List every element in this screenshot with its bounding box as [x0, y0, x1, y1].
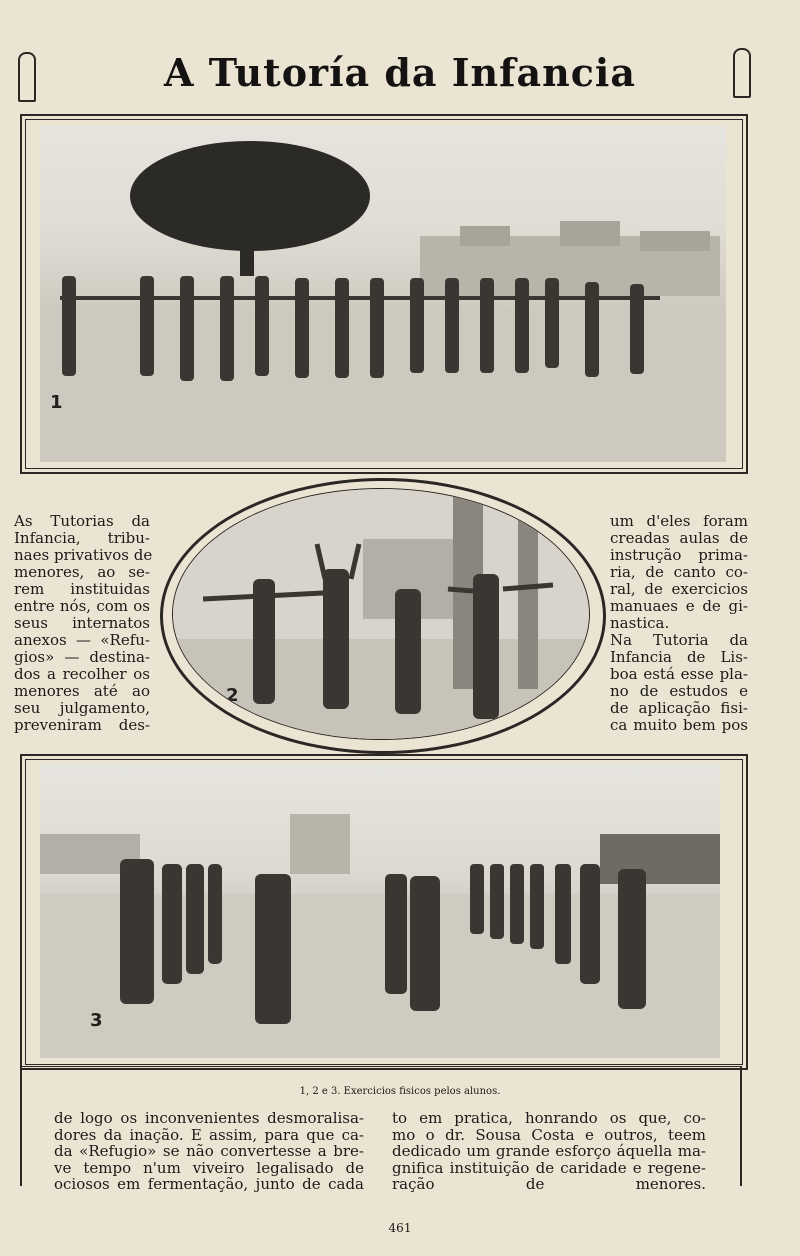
- caption-rule: [22, 1066, 742, 1067]
- text-line: no de estudos e: [610, 682, 748, 700]
- text-line: creadas aulas de: [610, 529, 748, 547]
- text-line: menores, ao se-: [14, 563, 150, 581]
- text-line: ve tempo n'um viveiro legalisado de: [54, 1158, 364, 1177]
- ornament-right-icon: [733, 48, 751, 98]
- text-line: to em pratica, honrando os que, co-: [392, 1109, 706, 1127]
- text-line: menores até ao: [14, 682, 150, 700]
- text-line: Infancia, tribu-: [14, 529, 150, 547]
- text-line: ração de menores.: [392, 1175, 706, 1193]
- text-line: As Tutorias da: [14, 512, 150, 530]
- text-line: instrução prima-: [610, 546, 748, 564]
- text-line: gios» — destina-: [14, 648, 150, 666]
- text-line: entre nós, com os: [14, 597, 150, 615]
- text-line: um d'eles foram: [610, 512, 748, 530]
- text-line: ral, de exercicios: [610, 580, 748, 598]
- left-rule: [20, 1066, 22, 1186]
- photo-2: [172, 488, 590, 740]
- text-line: seus internatos: [14, 614, 150, 632]
- page-title: A Tutoría da Infancia: [164, 50, 636, 95]
- bottom-right-text: [392, 1110, 706, 1193]
- text-line: mo o dr. Sousa Costa e outros, teem: [392, 1125, 706, 1144]
- text-line: anexos — «Refu-: [14, 631, 150, 649]
- photo-3-scene: [40, 764, 720, 1058]
- text-line: de aplicação fisi-: [610, 699, 748, 717]
- ornament-left-icon: [18, 52, 36, 102]
- photo-3: [40, 764, 720, 1058]
- text-line: Infancia de Lis-: [610, 648, 748, 666]
- text-line: manuaes e de gi-: [610, 597, 748, 615]
- text-line: Na Tutoria da: [610, 631, 748, 649]
- text-line: rem instituidas: [14, 580, 150, 598]
- text-line: gnifica instituição de caridade e regene-: [392, 1158, 706, 1177]
- page-number: 461: [388, 1221, 412, 1235]
- photo-3-number: 3: [90, 1010, 103, 1031]
- right-rule: [740, 1066, 742, 1186]
- photo-1-number: 1: [50, 392, 63, 413]
- text-line: dedicado um grande esforço áquella ma-: [392, 1142, 706, 1160]
- text-line: preveniram des-: [14, 716, 150, 734]
- photo-2-number: 2: [226, 685, 239, 706]
- text-line: ociosos em fermentação, junto de cada: [54, 1175, 364, 1193]
- text-line: seu julgamento,: [14, 699, 150, 717]
- photo-1: [40, 126, 726, 462]
- text-line: boa está esse pla-: [610, 665, 748, 683]
- text-line: de logo os inconvenientes desmoralisa-: [54, 1109, 364, 1127]
- photo-1-scene: [40, 126, 726, 462]
- text-line: dos a recolher os: [14, 665, 150, 683]
- text-line: da «Refugio» se não convertesse a bre-: [54, 1142, 364, 1160]
- bottom-left-text: [54, 1110, 364, 1193]
- text-line: ca muito bem pos: [610, 716, 748, 734]
- text-line: nastica.: [610, 614, 670, 632]
- left-column-text: [14, 512, 153, 734]
- right-column-text: [610, 513, 748, 734]
- text-line: ria, de canto co-: [610, 563, 748, 581]
- text-line: dores da inação. E assim, para que ca-: [54, 1125, 364, 1144]
- figure-caption: 1, 2 e 3. Exercicios fisicos pelos alunos.: [299, 1086, 501, 1097]
- text-line: naes privativos de: [14, 546, 153, 564]
